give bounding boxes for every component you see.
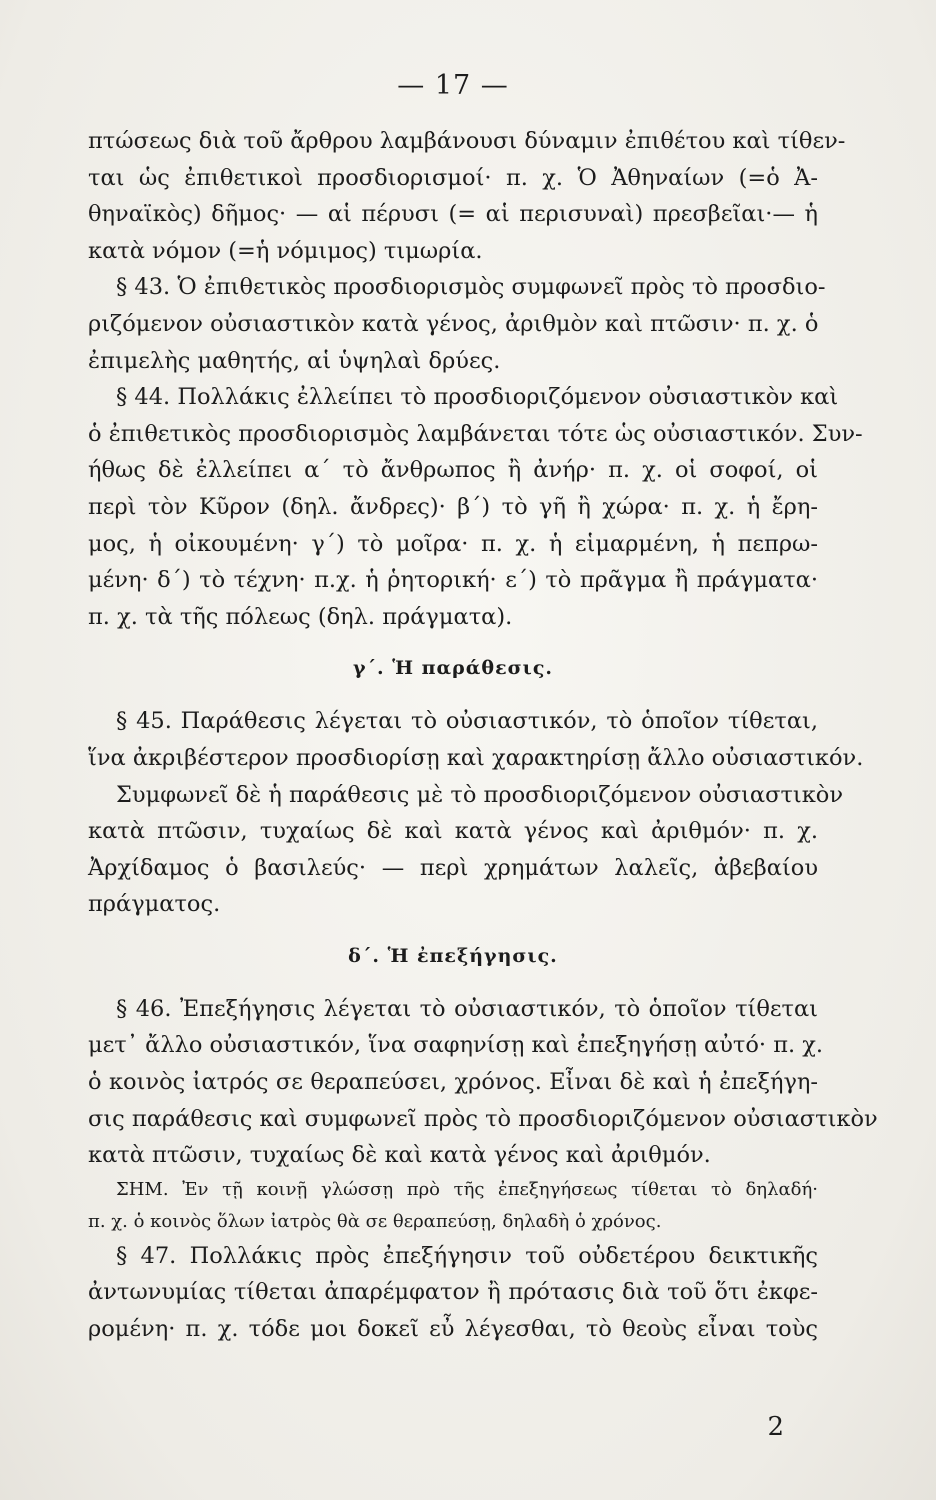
note-line: ΣΗΜ. Ἐν τῇ κοινῇ γλώσσῃ πρὸ τῆς ἐπεξηγήσεως τίθεται τὸ δηλαδή· <box>116 1178 818 1200</box>
signature-mark: 2 <box>767 1412 784 1442</box>
text-line: ὁ ἐπιθετικὸς προσδιορισμὸς λαμβάνεται τότε ὡς οὐσιαστικόν. Συν- <box>88 420 863 447</box>
text-line: § 47. Πολλάκις πρὸς ἐπεξήγησιν τοῦ οὐδετέρου δεικτικῆς <box>116 1242 818 1269</box>
text-line: πράγματος. <box>88 891 221 918</box>
paragraph-45 <box>88 703 864 923</box>
text-line: Συμφωνεῖ δὲ ἡ παράθεσις μὲ τὸ προσδιοριζόμενον οὐσιαστικὸν <box>116 781 844 808</box>
text-line: ὁ κοινὸς ἰατρός σε θεραπεύσει, χρόνος. Εἶναι δὲ καὶ ἡ ἐπεξήγη- <box>88 1069 818 1096</box>
text-line: ἐπιμελὴς μαθητής, αἱ ὑψηλαὶ δρύες. <box>88 347 501 374</box>
text-line: ριζόμενον οὐσιαστικὸν κατὰ γένος, ἀριθμὸν καὶ πτῶσιν· π. χ. ὁ <box>88 310 819 337</box>
paragraph-47 <box>88 1238 818 1348</box>
text-line: ἀντωνυμίας τίθεται ἀπαρέμφατον ἢ πρότασις διὰ τοῦ ὅτι ἐκφε- <box>88 1279 818 1306</box>
note-paragraph <box>88 1174 818 1238</box>
text-line: ται ὡς ἐπιθετικοὶ προσδιορισμοί· π. χ. Ὁ Ἀθηναίων (=ὁ Ἀ- <box>88 164 818 191</box>
text-line: σις παράθεσις καὶ συμφωνεῖ πρὸς τὸ προσδιοριζόμενον οὐσιαστικὸν <box>88 1105 878 1132</box>
text-line: μένη· δ΄) τὸ τέχνη· π.χ. ἡ ῥητορική· ε΄) τὸ πρᾶγμα ἢ πράγματα· <box>88 567 818 594</box>
text-line: περὶ τὸν Κῦρον (δηλ. ἄνδρες)· β΄) τὸ γῆ ἢ χώρα· π. χ. ἡ ἔρη- <box>88 493 818 520</box>
text-line: κατὰ νόμον (=ἡ νόμιμος) τιμωρία. <box>88 237 483 264</box>
paragraph-continuation <box>88 123 846 269</box>
text-line: § 44. Πολλάκις ἐλλείπει τὸ προσδιοριζόμενον οὐσιαστικὸν καὶ <box>116 384 839 411</box>
text-line: ρομένη· π. χ. τόδε μοι δοκεῖ εὖ λέγεσθαι, τὸ θεοὺς εἶναι τοὺς <box>88 1316 818 1343</box>
text-line: Ἀρχίδαμος ὁ βασιλεύς· — περὶ χρημάτων λαλεῖς, ἀβεβαίου <box>88 854 818 881</box>
paragraph-43 <box>88 269 826 379</box>
note-line: π. χ. ὁ κοινὸς ὅλων ἰατρὸς θὰ σε θεραπεύσῃ, δηλαδὴ ὁ χρόνος. <box>88 1210 662 1232</box>
text-line: μος, ἡ οἰκουμένη· γ΄) τὸ μοῖρα· π. χ. ἡ εἱμαρμένη, ἡ πεπρω- <box>88 530 818 557</box>
text-line: ἵνα ἀκριβέστερον προσδιορίσῃ καὶ χαρακτηρίσῃ ἄλλο οὐσιαστικόν. <box>88 744 864 771</box>
paragraph-46 <box>88 991 878 1174</box>
paragraph-44 <box>88 379 863 635</box>
text-line: μετ᾽ ἄλλο οὐσιαστικόν, ἵνα σαφηνίσῃ καὶ ἐπεξηγήσῃ αὐτό· π. χ. <box>88 1032 824 1059</box>
text-line: πτώσεως διὰ τοῦ ἄρθρου λαμβάνουσι δύναμιν ἐπιθέτου καὶ τίθεν- <box>88 128 846 154</box>
text-line: θηναϊκὸς) δῆμος· — αἱ πέρυσι (= αἱ περισυναὶ) πρεσβεῖαι·— ἡ <box>88 201 818 228</box>
text-line: § 43. Ὁ ἐπιθετικὸς προσδιορισμὸς συμφωνεῖ πρὸς τὸ προσδιο- <box>116 274 826 301</box>
text-line: κατὰ πτῶσιν, τυχαίως δὲ καὶ κατὰ γένος καὶ ἀριθμόν. <box>88 1142 711 1169</box>
text-line: κατὰ πτῶσιν, τυχαίως δὲ καὶ κατὰ γένος καὶ ἀριθμόν· π. χ. <box>88 818 818 845</box>
section-heading-delta: δ΄. Ἡ ἐπεξήγησις. <box>348 944 558 967</box>
text-line: § 45. Παράθεσις λέγεται τὸ οὐσιαστικόν, τὸ ὁποῖον τίθεται, <box>116 708 818 735</box>
page-number: — 17 — <box>397 70 509 101</box>
text-line: ήθως δὲ ἐλλείπει α΄ τὸ ἄνθρωπος ἢ ἀνήρ· π. χ. οἱ σοφοί, οἱ <box>88 457 818 484</box>
section-heading-gamma: γ΄. Ἡ παράθεσις. <box>352 657 554 680</box>
text-line: π. χ. τὰ τῆς πόλεως (δηλ. πράγματα). <box>88 603 513 630</box>
text-line: § 46. Ἐπεξήγησις λέγεται τὸ οὐσιαστικόν, τὸ ὁποῖον τίθεται <box>116 995 818 1022</box>
